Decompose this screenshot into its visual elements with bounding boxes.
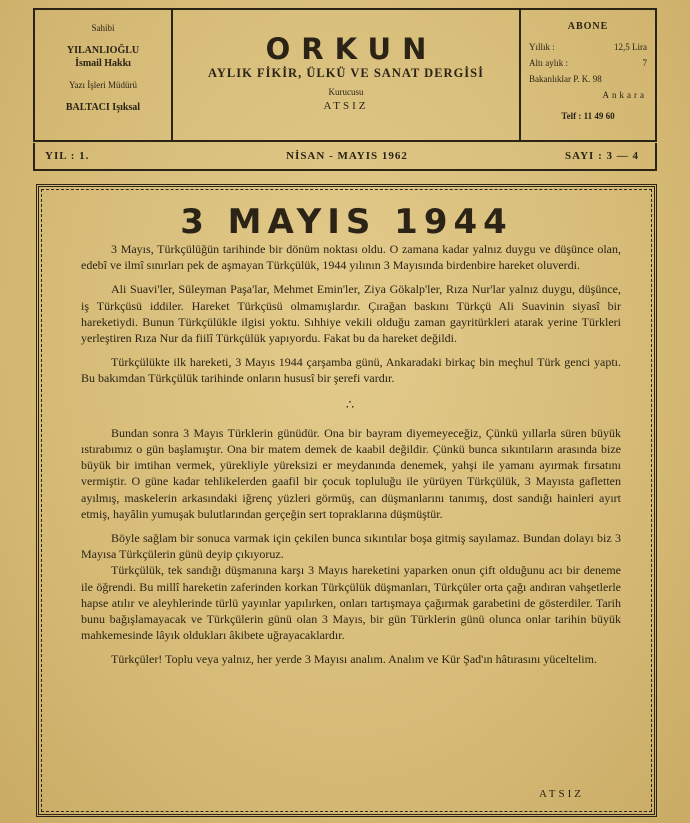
article-paragraph: Böyle sağlam bir sonuca varmak için çekilen bunca sıkıntılar boşa gitmiş sayılamaz. Bundan dolayı biz 3 Mayısa Türkçülerin günü deyip çıkıyoruz. xyxy=(81,531,621,562)
subscription-box xyxy=(521,10,655,140)
subscription-city: Ankara xyxy=(602,90,647,100)
article-paragraph: Bundan sonra 3 Mayıs Türklerin günüdür. Ona bir bayram diyemeyeceğiz, Çünkü yıllarla süren büyük ıstırabımız o gün başlamıştır. Ona bir matem demek de kaabil değildir. Çünkü bunca sıkıntıların arasında bize büyük bir imtihan vermek, yürekliyle yüreksizi er meydanında denemek, yahşi ile yamanı ayırmak fırsatını vermiştir. O güne kadar tehlikelerden gaafil bir çocuk topluluğu ile yürüyen Türkçülük, 3 Mayısta gafletten ayılmış, maskelerin arkasındaki iğrenç yüzleri görmüş, can düşmanlarını tanımış, dost sandığı hainleri ayırt etmiş, hayâlin yumuşak bulutlarından gerçeğin sert topraklarına düşmüştür. xyxy=(81,425,621,521)
article-paragraph: 3 Mayıs, Türkçülüğün tarihinde bir dönüm noktası oldu. O zamana kadar yalnız duygu ve düşünce olan, edebî ve ilmî sınırları pek de aşmayan Türkçülük, 1944 yılının 3 Mayısında birdenbire hareket oluverdi. xyxy=(81,242,621,273)
issue-year: YIL : 1. xyxy=(45,150,90,162)
subscription-yearly xyxy=(529,39,647,55)
issue-number: SAYI : 3 — 4 xyxy=(565,150,639,162)
subscription-phone: Telf : 11 49 60 xyxy=(561,111,615,121)
article-signature: ATSIZ xyxy=(539,788,584,800)
article-paragraph: Ali Suavi'ler, Süleyman Paşa'lar, Mehmet Emin'ler, Ziya Gökalp'ler, Rıza Nur'lar yalnız duygu, düşünce, iş Türkçüsü iddiler. Hareket Türkçüsü olmamışlardır. Çırağan baskını Türkçü Ali Suavinin siyasî bir hareketiydi. Bunun Türkçülükle ilgisi yoktu. Sıhhiye vekili olduğu zaman gayritürkleri atarak yerine Türkleri yerleştiren Rıza Nur da fiilî Türkçülük yapıyordu. Fakat bu da hareket değildi. xyxy=(81,282,621,346)
yearly-value: 12,5 Lira xyxy=(614,42,647,52)
article-paragraph: Türkçülük, tek sandığı düşmanına karşı 3 Mayıs hareketini yaparken onun çift olduğunu acı bir deneme ile öğrendi. Bu millî hareketin zaferinden korkan Türkçülük düşmanları, Türkçüler orta çağı andıran vahşetlerle hapse atılır ve aleyhlerinde türlü yayınlar yapılırken, onları tartışmaya çağırmak garabetini de gösterdiler. Tarih bunu bağışlamayacak ve Türkçülerin günü olan 3 Mayıs, bir gün Türklerin günü olunca onlar tarihin büyük mahkemesinde lâyık oldukları âkibete uğrayacaklardır. xyxy=(81,563,621,643)
subscription-address: Bakanlıklar P. K. 98 xyxy=(529,74,602,84)
owner-label: Sahibi xyxy=(91,23,115,33)
owner-surname: YILANLIOĞLU xyxy=(66,45,140,56)
article-body xyxy=(81,241,621,668)
issue-date: NİSAN - MAYIS 1962 xyxy=(286,150,408,162)
half-value: 7 xyxy=(642,58,647,68)
issue-bar xyxy=(33,143,657,171)
magazine-subtitle: AYLIK FİKİR, ÜLKÜ VE SANAT DERGİSİ xyxy=(208,66,484,80)
magazine-title: ORKUN xyxy=(265,32,438,66)
article-frame xyxy=(36,184,657,817)
owner-name: İsmail Hakkı xyxy=(75,58,131,69)
masthead-owner-box xyxy=(35,10,173,140)
article-title: 3 MAYIS 1944 xyxy=(180,202,513,242)
masthead-title-box xyxy=(173,10,521,140)
masthead xyxy=(33,8,657,142)
founder-name: ATSIZ xyxy=(323,100,369,112)
founder-label: Kurucusu xyxy=(328,87,364,97)
article-paragraph: Türkçülükte ilk hareketi, 3 Mayıs 1944 çarşamba günü, Ankaradaki birkaç bin meçhul Türk genci yaptı. Bu bakımdan Türkçülük tarihinde onların hususî bir şerefi vardır. xyxy=(81,355,621,386)
half-label: Altı aylık : xyxy=(529,58,568,68)
editor-label: Yazı İşleri Müdürü xyxy=(68,80,138,90)
section-separator: ∴ xyxy=(345,396,357,412)
editor-name: BALTACI Işıksal xyxy=(65,102,141,113)
subscription-heading: ABONE xyxy=(567,21,609,32)
subscription-half xyxy=(529,55,647,71)
yearly-label: Yıllık : xyxy=(529,42,555,52)
article-paragraph: Türkçüler! Toplu veya yalnız, her yerde 3 Mayısı analım. Analım ve Kür Şad'ın hâtırasını yüceltelim. xyxy=(111,652,597,667)
